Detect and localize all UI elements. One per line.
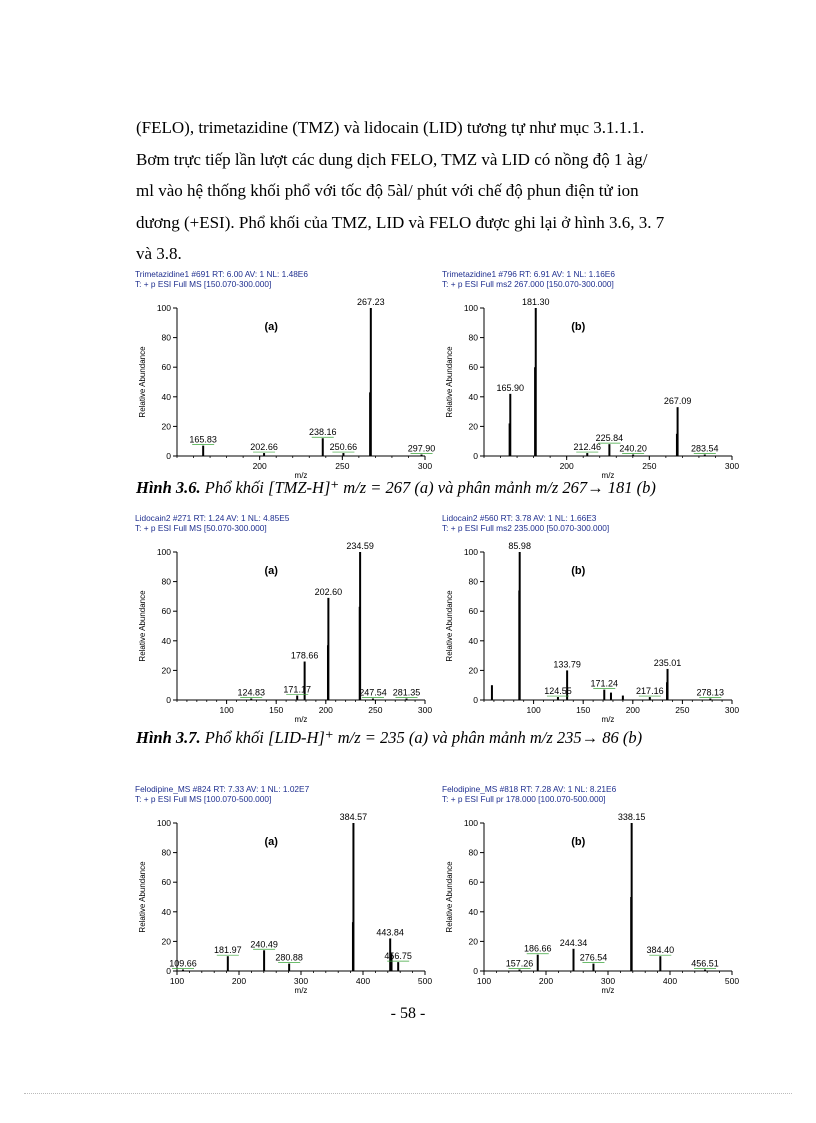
peak-label: 109.66: [169, 958, 197, 969]
x-tick-label: 300: [724, 705, 740, 715]
x-tick-label: 100: [476, 976, 492, 986]
peak-label: 157.26: [505, 958, 534, 969]
peak-label: 124.55: [544, 686, 572, 697]
x-tick-label: 250: [642, 461, 657, 471]
x-tick-label: 200: [318, 705, 333, 715]
y-tick-label: 80: [161, 576, 171, 587]
y-tick-label: 40: [468, 391, 478, 402]
panel-label: (a): [264, 836, 278, 848]
x-tick-label: 250: [368, 705, 383, 715]
y-tick-label: 60: [468, 606, 478, 617]
peak-label: 338.15: [617, 812, 646, 822]
spectrum-header-line1: Felodipine_MS #818 RT: 7.28 AV: 1 NL: 8.21E6: [442, 784, 617, 794]
y-tick-label: 0: [473, 966, 478, 976]
peak-label: 281.35: [392, 687, 421, 698]
spectrum-lid-a: [133, 512, 433, 723]
spectrum-header-line2: T: + p ESI Full ms2 235.000 [50.070-300.000]: [442, 523, 610, 533]
peak-label: 244.34: [559, 937, 588, 948]
x-tick-label: 100: [169, 976, 185, 986]
spectrum-header-line2: T: + p ESI Full pr 178.000 [100.070-500.000]: [442, 794, 606, 804]
peak-label: 217.16: [636, 686, 664, 697]
y-tick-label: 40: [161, 906, 171, 917]
peak-label: 297.90: [407, 443, 436, 454]
y-tick-label: 0: [473, 695, 478, 705]
y-tick-label: 60: [468, 877, 478, 888]
peak-label: 267.09: [663, 396, 692, 407]
peak-label: 234.59: [346, 541, 374, 551]
peak-label: 235.01: [653, 657, 682, 668]
spectrum-header-line2: T: + p ESI Full ms2 267.000 [150.070-300.000]: [442, 279, 614, 289]
y-tick-label: 20: [468, 936, 478, 947]
peak-label: 278.13: [696, 687, 725, 698]
peak-label: 165.83: [189, 434, 217, 445]
x-tick-label: 200: [252, 461, 267, 471]
figure-caption-3-6: [136, 478, 656, 498]
x-tick-label: 200: [625, 705, 640, 715]
spectrum-svg: [440, 783, 740, 995]
x-axis-title: m/z: [601, 715, 615, 724]
peak-label: 276.54: [579, 952, 608, 963]
figure-caption-3-7: [136, 728, 642, 748]
y-tick-label: 60: [161, 606, 171, 617]
peak-label: 85.98: [508, 541, 531, 551]
paragraph-line: Bơm trực tiếp lần lượt các dung dịch FELO, TMZ và LID có nồng độ 1 àg/: [136, 149, 648, 169]
spectrum-header-line1: Lidocain2 #271 RT: 1.24 AV: 1 NL: 4.85E5: [135, 513, 290, 523]
spectrum-felo-b: [440, 783, 740, 994]
peak-label: 202.60: [314, 586, 343, 597]
y-tick-label: 0: [166, 966, 171, 976]
y-tick-label: 20: [468, 421, 478, 432]
y-tick-label: 100: [463, 303, 478, 313]
y-tick-label: 80: [161, 847, 171, 858]
y-axis-title: Relative Abundance: [138, 861, 147, 933]
peak-label: 283.54: [691, 443, 719, 454]
peak-label: 250.66: [329, 442, 358, 453]
spectrum-felo-a: [133, 783, 433, 994]
peak-label: 212.46: [573, 442, 602, 453]
spectrum-svg: [133, 512, 433, 724]
peak-label: 247.54: [359, 687, 387, 698]
peak-label: 171.24: [590, 678, 619, 689]
x-tick-label: 400: [355, 976, 371, 986]
y-tick-label: 0: [473, 451, 478, 461]
spectrum-svg: [440, 268, 740, 480]
y-tick-label: 100: [156, 303, 171, 313]
spectrum-header-line1: Trimetazidine1 #691 RT: 6.00 AV: 1 NL: 1.48E6: [135, 269, 308, 279]
body-paragraph: [136, 112, 748, 270]
panel-label: (a): [264, 565, 278, 577]
peak-label: 384.57: [339, 812, 368, 822]
peak-label: 133.79: [553, 659, 581, 670]
x-axis-title: m/z: [294, 471, 308, 480]
x-axis-title: m/z: [601, 986, 615, 995]
x-tick-label: 100: [526, 705, 541, 715]
y-tick-label: 60: [161, 877, 171, 888]
x-tick-label: 200: [559, 461, 574, 471]
y-tick-label: 80: [468, 847, 478, 858]
spectrum-svg: [440, 512, 740, 724]
y-tick-label: 100: [463, 818, 478, 828]
y-axis-title: Relative Abundance: [445, 590, 454, 662]
peak-label: 267.23: [357, 297, 385, 307]
y-tick-label: 60: [468, 362, 478, 373]
caption-label: Hình 3.7.: [136, 728, 201, 747]
x-tick-label: 150: [576, 705, 591, 715]
spectrum-header-line2: T: + p ESI Full MS [150.070-300.000]: [135, 279, 272, 289]
paragraph-line: và 3.8.: [136, 244, 182, 263]
x-tick-label: 250: [675, 705, 690, 715]
spectrum-header-line1: Felodipine_MS #824 RT: 7.33 AV: 1 NL: 1.02E7: [135, 784, 310, 794]
peak-label: 443.84: [376, 927, 404, 938]
x-tick-label: 300: [293, 976, 309, 986]
peak-label: 456.51: [691, 958, 719, 969]
y-tick-label: 40: [468, 906, 478, 917]
spectrum-header-line2: T: + p ESI Full MS [50.070-300.000]: [135, 523, 267, 533]
y-tick-label: 100: [463, 547, 478, 557]
x-tick-label: 200: [231, 976, 247, 986]
y-tick-label: 80: [468, 332, 478, 343]
x-axis-title: m/z: [294, 715, 308, 724]
caption-text: Phổ khối [TMZ-H]⁺ m/z = 267 (a) và phân mảnh m/z 267→ 181 (b): [200, 478, 656, 497]
peak-label: 240.49: [250, 939, 278, 950]
y-tick-label: 0: [166, 451, 171, 461]
x-tick-label: 300: [417, 705, 433, 715]
y-tick-label: 60: [161, 362, 171, 373]
y-axis-title: Relative Abundance: [445, 346, 454, 418]
footer-dotted-rule: [24, 1093, 792, 1094]
peak-label: 384.40: [646, 945, 675, 956]
paragraph-line: dương (+ESI). Phổ khối của TMZ, LID và FELO được ghi lại ở hình 3.6, 3. 7: [136, 212, 665, 232]
spectrum-svg: [133, 783, 433, 995]
x-tick-label: 300: [600, 976, 616, 986]
x-axis-title: m/z: [601, 471, 615, 480]
spectrum-header-line1: Lidocain2 #560 RT: 3.78 AV: 1 NL: 1.66E3: [442, 513, 597, 523]
peak-label: 280.88: [275, 952, 303, 963]
paragraph-line: ml vào hệ thống khối phổ với tốc độ 5àl/ phút với chế độ phun điện tử ion: [136, 181, 639, 200]
x-tick-label: 250: [335, 461, 350, 471]
peak-label: 456.75: [384, 951, 412, 962]
peak-label: 178.66: [290, 650, 319, 661]
y-tick-label: 80: [161, 332, 171, 343]
panel-label: (b): [571, 321, 586, 333]
peak-label: 238.16: [308, 427, 337, 438]
x-tick-label: 500: [417, 976, 433, 986]
y-tick-label: 20: [468, 665, 478, 676]
peak-label: 165.90: [496, 382, 525, 393]
peak-label: 202.66: [250, 442, 278, 453]
spectrum-tmz-b: [440, 268, 740, 479]
spectrum-header-line2: T: + p ESI Full MS [100.070-500.000]: [135, 794, 272, 804]
x-tick-label: 500: [724, 976, 740, 986]
panel-label: (b): [571, 836, 586, 848]
peak-label: 171.17: [283, 684, 311, 695]
paragraph-line: (FELO), trimetazidine (TMZ) và lidocain (LID) tương tự như mục 3.1.1.1.: [136, 118, 645, 137]
x-tick-label: 100: [219, 705, 234, 715]
caption-text: Phổ khối [LID-H]⁺ m/z = 235 (a) và phân mảnh m/z 235→ 86 (b): [200, 728, 643, 747]
peak-label: 225.84: [595, 433, 624, 444]
spectrum-svg: [133, 268, 436, 480]
x-tick-label: 400: [662, 976, 678, 986]
y-tick-label: 100: [156, 547, 171, 557]
y-tick-label: 20: [161, 421, 171, 432]
peak-label: 186.66: [523, 943, 552, 954]
spectrum-header-line1: Trimetazidine1 #796 RT: 6.91 AV: 1 NL: 1.16E6: [442, 269, 615, 279]
peak-label: 124.83: [237, 687, 265, 698]
peak-label: 181.97: [214, 945, 242, 956]
panel-label: (a): [264, 321, 278, 333]
y-tick-label: 40: [161, 391, 171, 402]
y-axis-title: Relative Abundance: [138, 346, 147, 418]
y-tick-label: 80: [468, 576, 478, 587]
spectrum-tmz-a: [133, 268, 436, 480]
panel-label: (b): [571, 565, 586, 577]
peak-label: 240.20: [619, 443, 647, 454]
x-tick-label: 150: [269, 705, 284, 715]
y-tick-label: 20: [161, 936, 171, 947]
y-axis-title: Relative Abundance: [445, 861, 454, 933]
y-tick-label: 20: [161, 665, 171, 676]
x-axis-title: m/z: [294, 986, 308, 995]
x-tick-label: 200: [538, 976, 554, 986]
x-tick-label: 300: [724, 461, 740, 471]
y-axis-title: Relative Abundance: [138, 590, 147, 662]
y-tick-label: 100: [156, 818, 171, 828]
y-tick-label: 40: [468, 635, 478, 646]
y-tick-label: 40: [161, 635, 171, 646]
page-number: - 58 -: [390, 1005, 426, 1022]
caption-label: Hình 3.6.: [136, 478, 201, 497]
peak-label: 181.30: [521, 297, 550, 307]
y-tick-label: 0: [166, 695, 171, 705]
spectrum-lid-b: [440, 512, 740, 723]
x-tick-label: 300: [417, 461, 433, 471]
